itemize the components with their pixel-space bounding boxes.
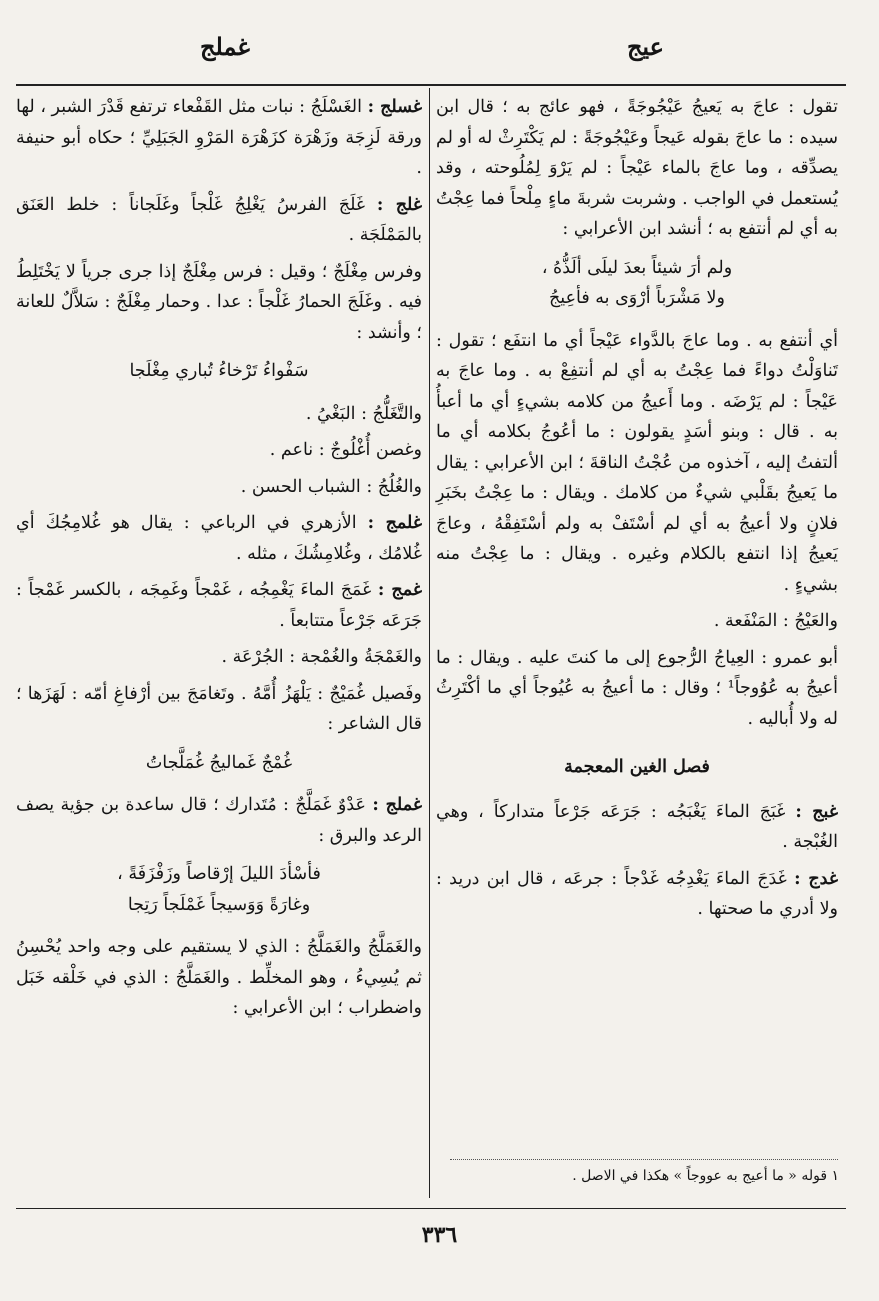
headword: غملج : xyxy=(372,795,422,815)
entry-text: غَدَجَ الماءَ يَغْدِجُه غَدْجاً : جرعَه ، قال ابن دريد : ولا أدري ما صحتها . xyxy=(436,868,838,919)
entry-paragraph: والغُلُجُ : الشباب الحسن . xyxy=(240,476,422,497)
verse xyxy=(16,859,422,920)
column-divider xyxy=(429,88,430,1198)
verse-line: فأسْأدَ الليلَ إرْقاصاً وزَفْزَفَةً ، xyxy=(117,864,321,884)
verse xyxy=(16,748,422,779)
right-column xyxy=(436,92,838,931)
entry-text: عَدْوٌ غَمَلَّجٌ : مُتَدارك ؛ قال ساعدة بن جؤية يصف الرعد والبرق : xyxy=(16,795,422,846)
entry-text: غَبَجَ الماءَ يَغْبَجُه : جَرَعَه جَرْعاً متداركاً ، وهي الغُبْجة . xyxy=(436,801,838,852)
verse-line: غُمْجٌ غَماليجُ غُمَلَّجاتُ xyxy=(145,752,293,773)
running-head-right: عيج xyxy=(626,32,664,61)
entry-paragraph: تقول : عاجَ به يَعيجُ عَيْجُوجَةً ، فهو عائج به ؛ قال ابن سيده : ما عاجَ بقوله عَيجاً وعَيْجُوجَةً : لم يَكْتَرِثْ له أو لم يصدِّقه ، وما عاجَ بالماء عَيْجاً : لم يَرْوَ لِمُلُوحته ، وقد يُستعمل في الواجب . وشربت شربةَ ماءٍ مِلْحاً فما عِجْتُ به أي لم أنتفع به ؛ أنشد ابن الأعرابي : xyxy=(436,97,838,239)
verse xyxy=(436,253,838,314)
verse-line: سَفْواءُ تَرْخاءُ تُباري مِغْلَجا xyxy=(129,361,309,381)
entry-text: الأزهري في الرباعي : يقال هو غُلامِجُكَ أي غُلامُك ، وغُلامِشُكَ ، مثله . xyxy=(16,513,422,564)
headword: غبج : xyxy=(795,801,838,822)
entry-paragraph xyxy=(16,790,422,851)
footnote-rule xyxy=(450,1159,838,1160)
entry-paragraph: وغصن أُغْلُوجٌ : ناعم . xyxy=(269,440,422,460)
entry-text: غَمَجَ الماءَ يَغْمِجُه ، غَمْجاً وغَمِجَه ، بالكسر غَمْجاً : جَرَعَه جَرْعاً متتابعاً . xyxy=(16,580,422,631)
entry-text: غَلَجَ الفرسُ يَغْلِجُ غَلْجاً وغَلَجاناً : خلط العَنَق بالمَمْلَجَة . xyxy=(16,194,422,245)
entry-paragraph xyxy=(436,797,838,858)
headword: غدج : xyxy=(794,868,838,889)
entry-paragraph: والغَمْجَةُ والغُمْجة : الجُرْعَة . xyxy=(221,647,422,667)
entry-paragraph xyxy=(16,190,422,251)
entry-paragraph: والغَمَلَّجُ والغَمَلَّجُ : الذي لا يستقيم على وجه واحد يُحْسِنُ ثم يُسِيءُ ، وهو المخلِّط . والغَمَلَّجُ : الذي في خَلْقه خَبَل واضطراب ؛ ابن الأعرابي : xyxy=(16,937,422,1018)
running-head-left: غملج xyxy=(200,32,250,61)
verse-line: ولا مَشْرَباً أرْوَى به فأعِيجُ xyxy=(549,288,725,308)
entry-paragraph: وفرس مِغْلَجٌ ؛ وقيل : فرس مِغْلَجٌ إذا جرى جرياً لا يَخْتَلِطُ فيه . وغَلَجَ الحمارُ غَلْجاً : عدا . وحمار مِغْلَجٌ : سَلاَّلٌ للعانة ؛ وأنشد : xyxy=(16,261,422,343)
header-rule xyxy=(16,84,846,86)
headword: غلمج : xyxy=(367,513,422,533)
entry-paragraph xyxy=(436,864,838,925)
page-number: ٣٣٦ xyxy=(421,1222,458,1248)
verse xyxy=(16,356,422,387)
section-title: فصل الغين المعجمة xyxy=(564,757,710,777)
left-column xyxy=(16,92,422,1030)
entry-paragraph xyxy=(16,575,422,636)
entry-paragraph: أي أنتفع به . وما عاجَ بالدَّواء عَيْجاً أي ما انتفَع ؛ تقول : تَناوَلْتُ دواءً فما عِجْتُ به أي لم أنتفِعْ به . وما عاجَ به عَيْجاً : لم يَرْضَه . وما أَعيجُ من كلامه بشيءٍ أي ما أعبأُ به . قال : وبنو أسَدٍ يقولون : ما أعُوجُ بكلامه أي ما ألتفتُ إليه ، آخذوه من عُجْتُ الناقةَ ؛ ابن الأعرابي : يقال ما يَعيجُ بقَلْبي شيءٌ من كلامك . ويقال : ما عِجْتُ بخَبَرِ فلانٍ ولا أعيجُ به أي لم أسْتَفْ به ولم أسْتَفِقْهُ ، وعاجَ يَعيجُ إذا انتفع بالكلام وغيره . ويقال : ما عِجْتُ منه بشيءٍ . xyxy=(436,330,838,595)
headword: غمج : xyxy=(377,580,422,600)
entry-paragraph: وفَصيل غُمَيْجٌ : يَلْهَزُ أُمَّهُ . وتَغامَجَ بين أرْفاغِ أمّه : لَهَزَها ؛ قال الشاعر : xyxy=(16,683,422,734)
page-number-row xyxy=(0,1222,879,1248)
entry-paragraph: والتَّغَلُّجُ : البَغْيُ . xyxy=(305,403,422,424)
footnote: ١ قوله « ما أعيج به عووجاً » هكذا في الاصل . xyxy=(572,1168,839,1184)
verse-line: ولم أرَ شيئاً بعدَ ليلَى ألَذُّهُ ، xyxy=(541,257,733,278)
headword: غسلج : xyxy=(367,97,422,117)
entry-paragraph: والعَيْجُ : المَنْفَعة . xyxy=(713,611,838,631)
entry-paragraph xyxy=(16,508,422,569)
footer-rule xyxy=(16,1208,846,1209)
entry-paragraph: أبو عمرو : العِياجُ الرُّجوع إلى ما كنتَ عليه . ويقال : ما أعيجُ به عُوُوجاً¹ ؛ وقال : ما أعيجُ به عُيُوجاً أي ما أكْتَرِثُ له ولا أُباليه . xyxy=(436,647,838,729)
headword: غلج : xyxy=(376,194,422,215)
verse-line: وغارَةً وَوَسيجاً غَمْلَجاً رَتِجا xyxy=(127,894,311,915)
entry-text: الغَسْلَجُ : نبات مثل القَفْعاء ترتفع قَدْرَ الشبر ، لها ورقة لَزِجَة وزَهْرَة كزَهْرَة المَرْوِ الجَبَلِيِّ ؛ حكاه أبو حنيفة . xyxy=(16,97,422,178)
entry-paragraph xyxy=(16,92,422,184)
